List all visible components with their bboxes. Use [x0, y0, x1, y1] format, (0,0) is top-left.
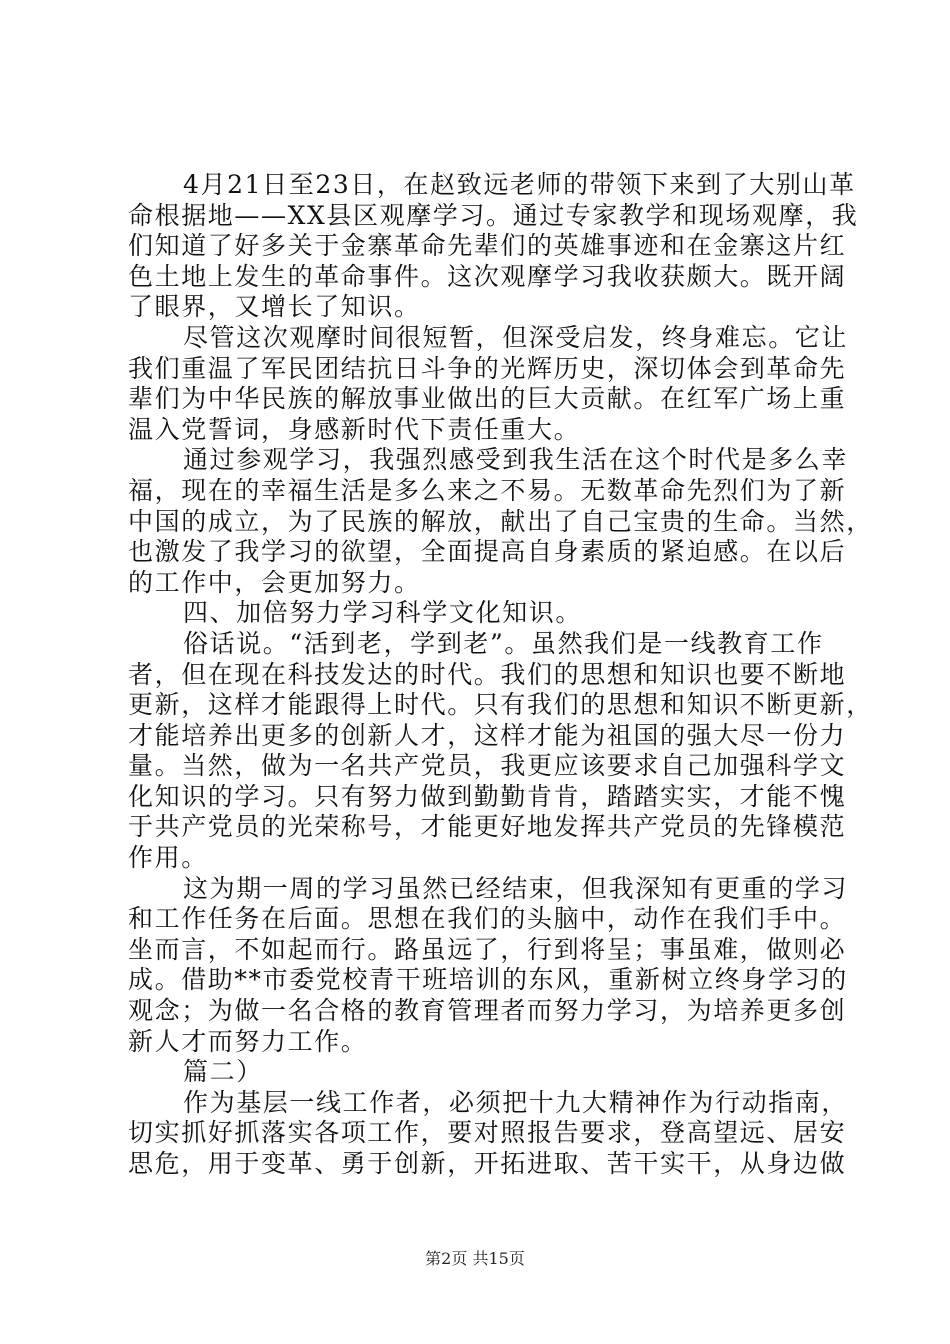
text-line: 和工作任务在后面。思想在我们的头脑中，动作在我们手中。: [128, 904, 847, 934]
page-footer: [0, 1249, 950, 1269]
text-line: 化知识的学习。只有努力做到勤勤肯肯，踏踏实实，才能不愧: [128, 781, 847, 811]
text-line: 更新，这样才能跟得上时代。只有我们的思想和知识不断更新，: [128, 690, 873, 720]
text-line: 们知道了好多关于金寨革命先辈们的英雄事迹和在金寨这片红: [128, 231, 847, 261]
text-line: 也激发了我学习的欲望，全面提高自身素质的紧迫感。在以后: [128, 537, 847, 567]
text-line: 了眼界，又增长了知识。: [128, 292, 421, 322]
document-body: [128, 170, 873, 1180]
text-line: 这为期一周的学习虽然已经结束，但我深知有更重的学习: [183, 873, 849, 903]
text-line: 福，现在的幸福生活是多么来之不易。无数革命先烈们为了新: [128, 475, 847, 505]
text-line: 我们重温了军民团结抗日斗争的光辉历史，深切体会到革命先: [128, 353, 847, 383]
text-line: 观念；为做一名合格的教育管理者而努力学习，为培养更多创: [128, 996, 847, 1026]
text-line: 尽管这次观摩时间很短暂，但深受启发，终身难忘。它让: [183, 322, 849, 352]
text-line: 色土地上发生的革命事件。这次观摩学习我收获颇大。既开阔: [128, 261, 847, 291]
text-line: 4月21日至23日，在赵致远老师的带领下来到了大别山革: [183, 170, 856, 199]
text-line: 才能培养出更多的创新人才，这样才能为祖国的强大尽一份力: [128, 720, 847, 750]
text-line: 于共产党员的光荣称号，才能更好地发挥共产党员的先锋模范: [128, 812, 847, 842]
text-line: 者，但在现在科技发达的时代。我们的思想和知识也要不断地: [128, 659, 847, 689]
text-line: 思危，用于变革、勇于创新，开拓进取、苦干实干，从身边做: [128, 1149, 847, 1178]
text-line: 切实抓好抓落实各项工作，要对照报告要求，登高望远、居安: [128, 1118, 847, 1148]
text-line: 命根据地——XX县区观摩学习。通过专家教学和现场观摩，我: [128, 200, 859, 230]
text-line: 俗话说。“活到老，学到老”。虽然我们是一线教育工作: [183, 628, 824, 658]
text-line: 的工作中，会更加努力。: [128, 567, 421, 597]
section-heading: 四、加倍努力学习科学文化知识。: [183, 598, 583, 628]
text-line: 辈们为中华民族的解放事业做出的巨大贡献。在红军广场上重: [128, 384, 847, 414]
text-line: 坐而言，不如起而行。路虽远了，行到将呈；事虽难，做则必: [128, 934, 847, 964]
text-line: 新人才而努力工作。: [128, 1026, 368, 1056]
text-line: 中国的成立，为了民族的解放，献出了自己宝贵的生命。当然，: [128, 506, 873, 536]
page-number: 第2页: [425, 1249, 468, 1268]
page-total: 共15页: [472, 1249, 525, 1268]
text-line: 作用。: [128, 843, 208, 873]
section-heading: 篇二）: [183, 1057, 263, 1087]
text-line: 成。借助**市委党校青干班培训的东风，重新树立终身学习的: [128, 965, 848, 995]
text-line: 温入党誓词，身感新时代下责任重大。: [128, 414, 581, 444]
text-line: 量。当然，做为一名共产党员，我更应该要求自己加强科学文: [128, 751, 847, 781]
text-line: 通过参观学习，我强烈感受到我生活在这个时代是多么幸: [183, 445, 849, 475]
text-line: 作为基层一线工作者，必须把十九大精神作为行动指南，: [183, 1087, 849, 1117]
